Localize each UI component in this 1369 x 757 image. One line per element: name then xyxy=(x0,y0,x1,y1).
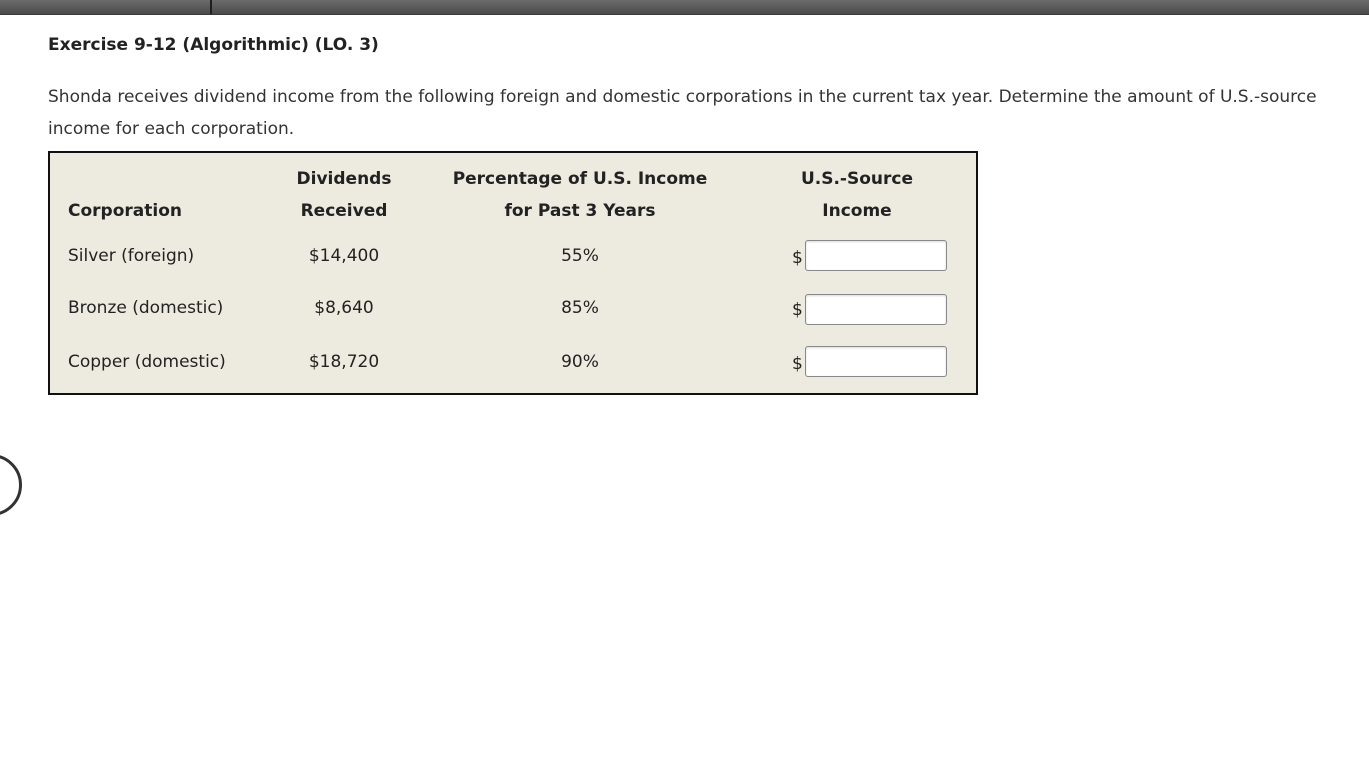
header-dividends-line1: Dividends xyxy=(296,169,392,189)
exercise-prompt: Shonda receives dividend income from the following foreign and domestic corporations in the current tax year. Determine the amount of U.S.-source income for each corporation. xyxy=(48,87,1317,139)
header-source-line2: Income xyxy=(822,201,892,221)
header-source-line1: U.S.-Source xyxy=(800,169,914,189)
header-corporation: Corporation xyxy=(68,201,182,221)
row-percentage: 55% xyxy=(561,246,599,266)
exercise-title: Exercise 9-12 (Algorithmic) (LO. 3) xyxy=(48,35,379,55)
dollar-sign: $ xyxy=(792,300,803,320)
dividend-table xyxy=(48,151,978,395)
row-corporation: Copper (domestic) xyxy=(68,352,226,372)
header-percentage-line2: for Past 3 Years xyxy=(504,201,656,221)
row-dividends: $8,640 xyxy=(314,298,374,318)
row-dividends: $14,400 xyxy=(308,246,380,266)
silver-source-income-input[interactable] xyxy=(805,240,947,271)
copper-source-income-input[interactable] xyxy=(805,346,947,377)
bronze-source-income-input[interactable] xyxy=(805,294,947,325)
dollar-sign: $ xyxy=(792,248,803,268)
header-percentage-line1: Percentage of U.S. Income xyxy=(452,169,708,189)
dollar-sign: $ xyxy=(792,354,803,374)
header-dividends-line2: Received xyxy=(300,201,388,221)
row-corporation: Silver (foreign) xyxy=(68,246,195,266)
row-percentage: 90% xyxy=(561,352,599,372)
row-dividends: $18,720 xyxy=(308,352,380,372)
row-corporation: Bronze (domestic) xyxy=(68,298,224,318)
side-panel-toggle-icon[interactable] xyxy=(0,454,22,516)
top-toolbar xyxy=(0,0,1369,15)
row-percentage: 85% xyxy=(561,298,599,318)
toolbar-divider xyxy=(210,0,212,14)
